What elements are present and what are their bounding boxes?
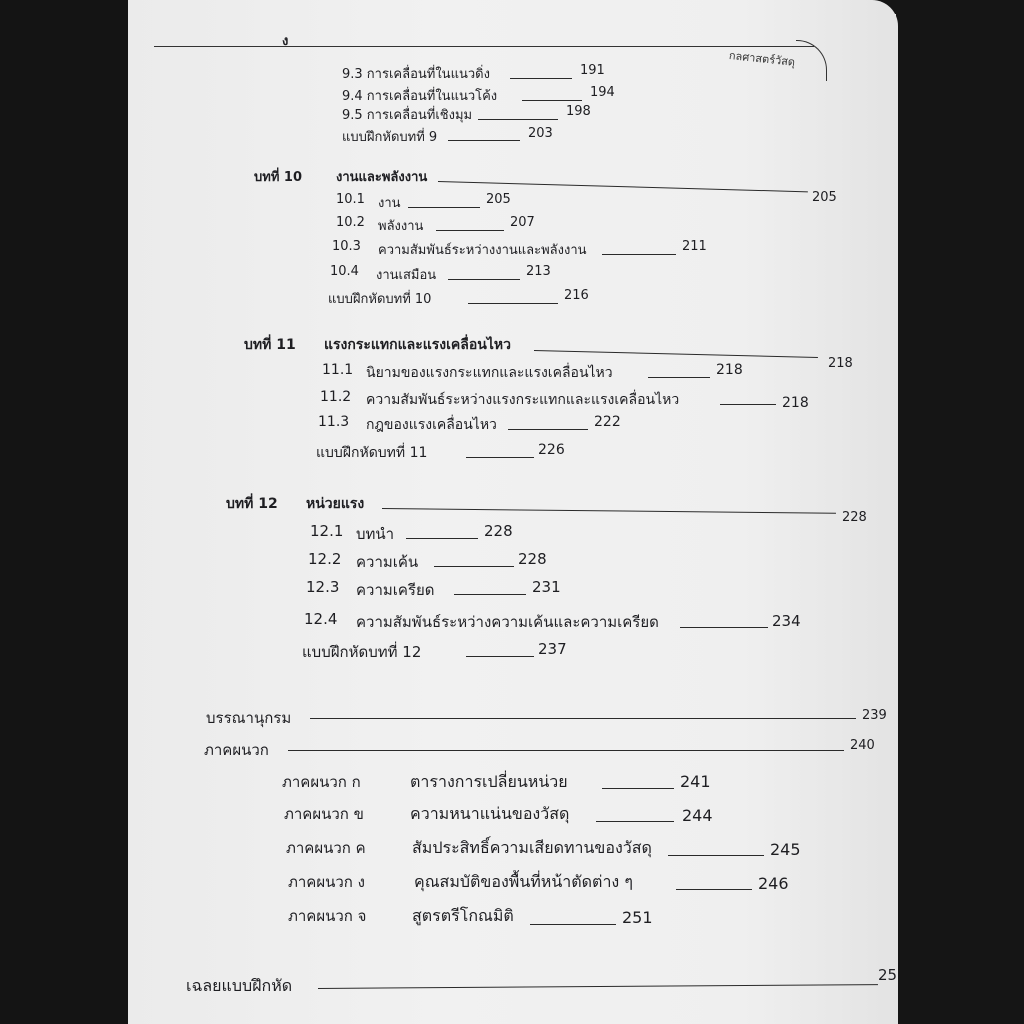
page-ref: 226 bbox=[538, 442, 565, 458]
page-ref: 239 bbox=[862, 708, 887, 723]
leader-line bbox=[522, 100, 582, 101]
leader-line bbox=[596, 821, 674, 822]
leader-line bbox=[508, 429, 588, 430]
toc-entry-11-3-number: 11.3 bbox=[318, 414, 350, 430]
toc-entry-10-4: งานเสมือน bbox=[376, 268, 437, 283]
chapter-10-number: บทที่ 10 bbox=[254, 170, 303, 185]
page-ref: 241 bbox=[680, 772, 711, 791]
page-ref: 198 bbox=[566, 104, 591, 119]
chapter-12-title: หน่วยแรง bbox=[306, 496, 365, 512]
page-ref: 244 bbox=[682, 806, 713, 825]
leader-line bbox=[434, 566, 514, 567]
appendix-c-key: ภาคผนวก ค bbox=[286, 839, 366, 857]
page-ref: 191 bbox=[580, 63, 605, 78]
toc-answer-key: เฉลยแบบฝึกหัด bbox=[186, 976, 293, 995]
toc-appendix: ภาคผนวก bbox=[204, 741, 269, 759]
page-ref: 251 bbox=[622, 908, 653, 927]
leader-line bbox=[448, 279, 520, 280]
appendix-e-key: ภาคผนวก จ bbox=[288, 907, 367, 925]
toc-entry-11-1: นิยามของแรงกระแทกและแรงเคลื่อนไหว bbox=[366, 365, 613, 381]
toc-entry-12-2-number: 12.2 bbox=[308, 550, 342, 568]
leader-line bbox=[676, 889, 752, 890]
appendix-c-title: สัมประสิทธิ์ความเสียดทานของวัสดุ bbox=[412, 838, 652, 857]
page-ref: 203 bbox=[528, 126, 553, 141]
toc-entry-12-3: ความเครียด bbox=[356, 581, 435, 599]
leader-line bbox=[602, 254, 676, 255]
leader-line bbox=[680, 627, 768, 628]
toc-entry-11-1-number: 11.1 bbox=[322, 362, 354, 378]
chapter-11-number: บทที่ 11 bbox=[244, 337, 296, 353]
page-ref: 228 bbox=[842, 510, 867, 525]
leader-line bbox=[408, 207, 480, 208]
page-ref: 25 bbox=[878, 966, 898, 984]
leader-line bbox=[436, 230, 504, 231]
toc-entry-11-2: ความสัมพันธ์ระหว่างแรงกระแทกและแรงเคลื่อนไหว bbox=[366, 392, 680, 408]
chapter-11-title: แรงกระแทกและแรงเคลื่อนไหว bbox=[324, 337, 511, 353]
toc-entry-12-1: บทนำ bbox=[356, 525, 395, 543]
toc-exercise-12: แบบฝึกหัดบทที่ 12 bbox=[302, 643, 422, 661]
leader-line bbox=[602, 788, 674, 789]
page-ref: 218 bbox=[716, 362, 743, 378]
leader-line bbox=[466, 656, 534, 657]
leader-line bbox=[530, 924, 616, 925]
page-ref: 218 bbox=[782, 395, 809, 411]
page-ref: 246 bbox=[758, 874, 789, 893]
toc-entry-10-3-number: 10.3 bbox=[332, 239, 361, 254]
toc-entry-9-5: 9.5 การเคลื่อนที่เชิงมุม bbox=[342, 108, 473, 123]
page-ref: 207 bbox=[510, 215, 535, 230]
toc-entry-10-1: งาน bbox=[378, 196, 401, 211]
dark-background-right bbox=[894, 0, 1024, 1024]
header-rule bbox=[154, 46, 814, 47]
toc-exercise-9: แบบฝึกหัดบทที่ 9 bbox=[342, 130, 438, 145]
toc-entry-10-1-number: 10.1 bbox=[336, 192, 365, 207]
toc-entry-9-4: 9.4 การเคลื่อนที่ในแนวโค้ง bbox=[342, 89, 498, 104]
page-ref: 205 bbox=[812, 190, 837, 205]
appendix-e-title: สูตรตรีโกณมิติ bbox=[412, 906, 514, 925]
leader-line bbox=[668, 855, 764, 856]
toc-entry-11-2-number: 11.2 bbox=[320, 389, 352, 405]
appendix-b-key: ภาคผนวก ข bbox=[284, 805, 364, 823]
leader-line bbox=[478, 119, 558, 120]
toc-entry-12-1-number: 12.1 bbox=[310, 522, 344, 540]
page-ref: 228 bbox=[518, 550, 547, 568]
page-ref: 237 bbox=[538, 640, 567, 658]
leader-line bbox=[648, 377, 710, 378]
running-head: กลศาสตร์วัสดุ bbox=[728, 48, 796, 69]
leader-line bbox=[310, 718, 856, 719]
toc-bibliography: บรรณานุกรม bbox=[206, 709, 292, 727]
toc-entry-11-3: กฎของแรงเคลื่อนไหว bbox=[366, 417, 497, 433]
page-ref: 240 bbox=[850, 738, 875, 753]
page-ref: 218 bbox=[828, 356, 853, 371]
page-ref: 231 bbox=[532, 578, 561, 596]
leader-line bbox=[720, 404, 776, 405]
toc-entry-10-3: ความสัมพันธ์ระหว่างงานและพลังงาน bbox=[378, 243, 587, 258]
appendix-a-title: ตารางการเปลี่ยนหน่วย bbox=[410, 772, 568, 791]
toc-entry-12-4: ความสัมพันธ์ระหว่างความเค้นและความเครียด bbox=[356, 613, 659, 631]
toc-entry-10-2: พลังงาน bbox=[378, 219, 424, 234]
toc-entry-12-4-number: 12.4 bbox=[304, 610, 338, 628]
leader-line bbox=[468, 303, 558, 304]
page-ref: 228 bbox=[484, 522, 513, 540]
page-ref: 213 bbox=[526, 264, 551, 279]
leader-line bbox=[510, 78, 572, 79]
leader-line bbox=[454, 594, 526, 595]
leader-line bbox=[466, 457, 534, 458]
toc-entry-9-3: 9.3 การเคลื่อนที่ในแนวดิ่ง bbox=[342, 67, 490, 82]
page-ref: 234 bbox=[772, 612, 801, 630]
appendix-b-title: ความหนาแน่นของวัสดุ bbox=[410, 804, 570, 823]
page-ref: 211 bbox=[682, 239, 707, 254]
page-ref: 216 bbox=[564, 288, 589, 303]
dark-background-left bbox=[0, 0, 130, 1024]
appendix-d-key: ภาคผนวก ง bbox=[288, 873, 365, 891]
appendix-a-key: ภาคผนวก ก bbox=[282, 773, 361, 791]
page-number: ง bbox=[282, 34, 289, 49]
leader-line bbox=[406, 538, 478, 539]
page-ref: 194 bbox=[590, 85, 615, 100]
chapter-12-number: บทที่ 12 bbox=[226, 496, 278, 512]
leader-line bbox=[448, 140, 520, 141]
toc-exercise-10: แบบฝึกหัดบทที่ 10 bbox=[328, 292, 432, 307]
leader-line bbox=[288, 750, 844, 751]
toc-entry-10-2-number: 10.2 bbox=[336, 215, 365, 230]
page-ref: 245 bbox=[770, 840, 801, 859]
toc-entry-12-2: ความเค้น bbox=[356, 553, 419, 571]
page-ref: 222 bbox=[594, 414, 621, 430]
chapter-10-title: งานและพลังงาน bbox=[336, 170, 428, 185]
appendix-d-title: คุณสมบัติของพื้นที่หน้าตัดต่าง ๆ bbox=[414, 872, 633, 891]
toc-entry-10-4-number: 10.4 bbox=[330, 264, 359, 279]
toc-entry-12-3-number: 12.3 bbox=[306, 578, 340, 596]
toc-exercise-11: แบบฝึกหัดบทที่ 11 bbox=[316, 445, 428, 461]
page-ref: 205 bbox=[486, 192, 511, 207]
